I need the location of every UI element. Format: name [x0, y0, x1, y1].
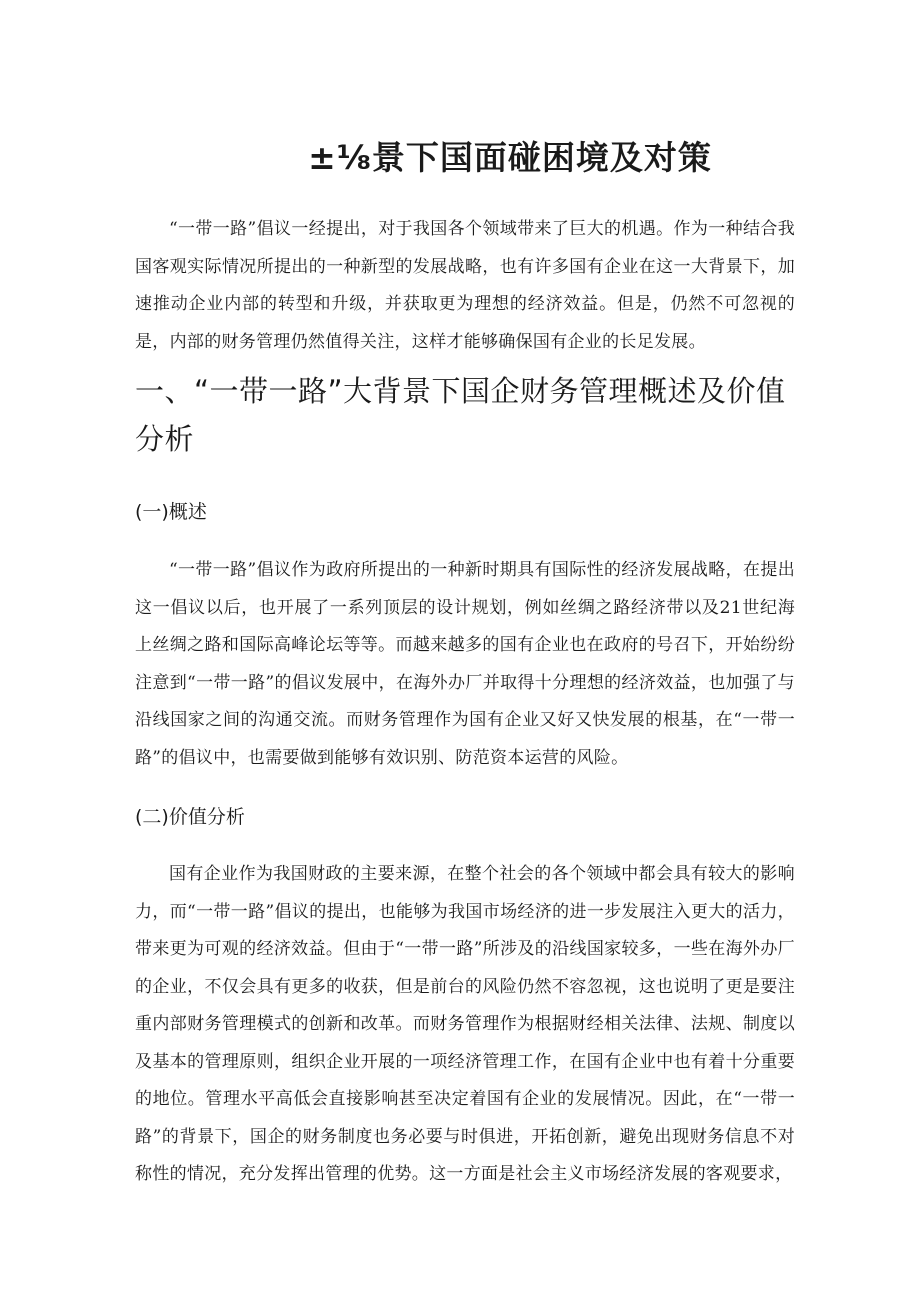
document-title: ±⅛景下国面碰困境及对策	[308, 138, 712, 177]
subsection-heading-value: (二)价值分析	[135, 806, 245, 828]
overview-paragraph: “一带一路”倡议作为政府所提出的一种新时期具有国际性的经济发展战略，在提出这一倡议以后，也开展了一系列顶层的设计规划，例如丝绸之路经济带以及21世纪海上丝绸之路和国际高峰论坛等等。而越来越多的国有企业也在政府的号召下，开始纷纷注意到“一带一路”的倡议发展中，在海外办厂并取得十分理想的经济效益，也加强了与沿线国家之间的沟通交流。而财务管理作为国有企业又好又快发展的根基，在“一带一路”的倡议中，也需要做到能够有效识别、防范资本运营的风险。	[135, 560, 795, 768]
subsection-heading-overview: (一)概述	[135, 501, 207, 523]
section-heading: 一、“一带一路”大背景下国企财务管理概述及价值分析	[135, 374, 786, 456]
intro-paragraph: “一带一路”倡议一经提出，对于我国各个领域带来了巨大的机遇。作为一种结合我国客观实际情况所提出的一种新型的发展战略，也有许多国有企业在这一大背景下，加速推动企业内部的转型和升级，并获取更为理想的经济效益。但是，仍然不可忽视的是，内部的财务管理仍然值得关注，这样才能够确保国有企业的长足发展。	[135, 219, 795, 352]
value-analysis-paragraph: 国有企业作为我国财政的主要来源，在整个社会的各个领域中都会具有较大的影响力，而“一带一路”倡议的提出，也能够为我国市场经济的进一步发展注入更大的活力，带来更为可观的经济效益。但由于“一带一路”所涉及的沿线国家较多，一些在海外办厂的企业，不仅会具有更多的收获，但是前台的风险仍然不容忽视，这也说明了更是要注重内部财务管理模式的创新和改革。而财务管理作为根据财经相关法律、法规、制度以及基本的管理原则，组织企业开展的一项经济管理工作，在国有企业中也有着十分重要的地位。管理水平高低会直接影响甚至决定着国有企业的发展情况。因此，在“一带一路”的背景下，国企的财务制度也务必要与时俱进，开拓创新，避免出现财务信息不对称性的情况，充分发挥出管理的优势。这一方面是社会主义市场经济发展的客观要求，	[135, 864, 795, 1184]
